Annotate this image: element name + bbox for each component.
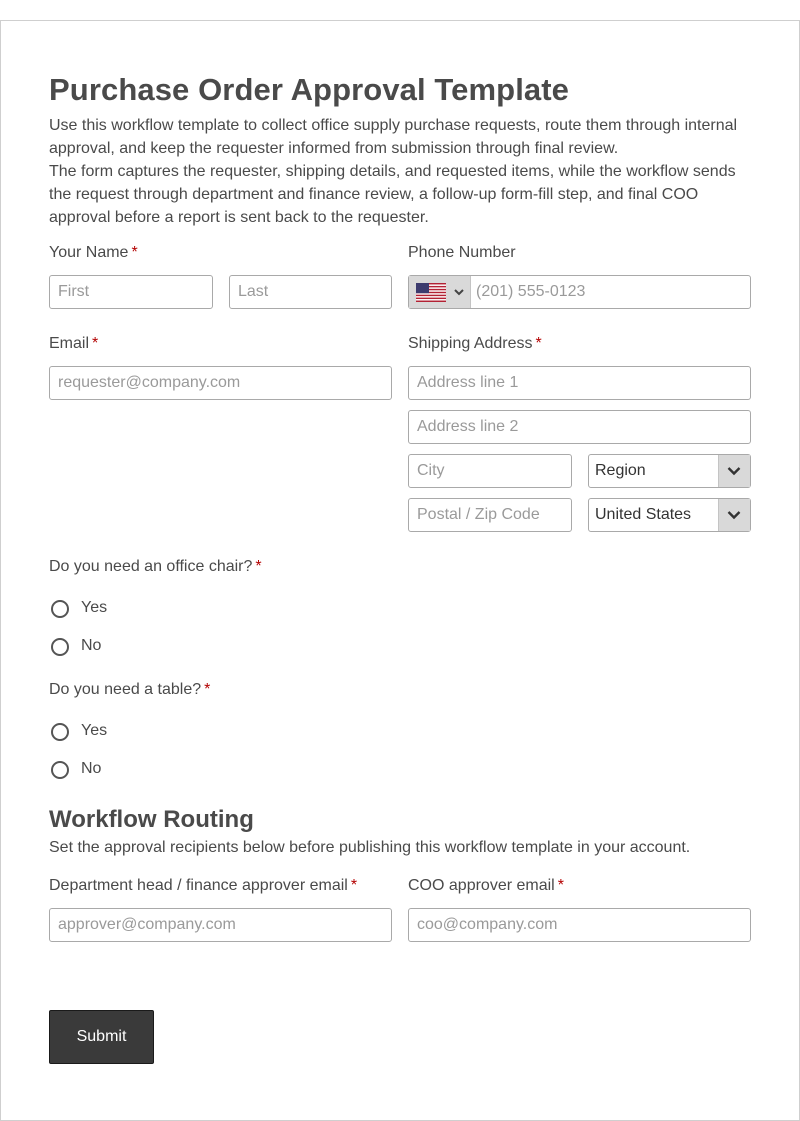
radio-button[interactable] xyxy=(51,600,69,618)
phone-label: Phone Number xyxy=(408,244,516,261)
email-input[interactable] xyxy=(49,366,392,400)
required-marker: * xyxy=(204,681,211,698)
region-select-value: Region xyxy=(595,462,646,479)
form-description xyxy=(49,114,751,229)
radio-label: No xyxy=(81,760,102,777)
required-marker: * xyxy=(131,244,138,261)
coo-approver-label-text: COO approver email xyxy=(408,877,555,894)
country-select-value: United States xyxy=(595,506,692,523)
dept-approver-email-input[interactable] xyxy=(49,908,392,942)
email-label xyxy=(49,335,98,353)
first-name-input[interactable] xyxy=(49,275,213,309)
required-marker: * xyxy=(535,335,542,352)
dept-approver-label-text: Department head / finance approver email xyxy=(49,877,348,894)
radio-button[interactable] xyxy=(51,723,69,741)
radio-label: Yes xyxy=(81,722,108,739)
required-marker: * xyxy=(92,335,99,352)
shipping-label-text: Shipping Address xyxy=(408,335,533,352)
region-select[interactable] xyxy=(588,454,751,488)
description-paragraph-1: Use this workflow template to collect office supply purchase requests, route them through internal approval, and keep the requester informed from submission through final review. xyxy=(49,117,738,157)
form-title: Purchase Order Approval Template xyxy=(49,72,570,107)
email-label-text: Email xyxy=(49,335,90,352)
phone-input[interactable] xyxy=(471,276,759,308)
workflow-routing-description: Set the approval recipients below before publishing this workflow template in your account. xyxy=(49,839,691,856)
workflow-routing-heading: Workflow Routing xyxy=(49,806,254,833)
office-chair-question-text: Do you need an office chair? xyxy=(49,558,253,575)
dept-approver-label xyxy=(49,877,357,895)
shipping-address-label xyxy=(408,335,542,353)
radio-label: Yes xyxy=(81,599,108,616)
country-dropdown-arrow xyxy=(718,499,750,531)
required-marker: * xyxy=(350,877,358,894)
chevron-down-icon xyxy=(727,465,741,477)
chevron-down-icon xyxy=(454,287,464,297)
address-line2-input[interactable] xyxy=(408,410,751,444)
chevron-down-icon xyxy=(727,509,741,521)
coo-approver-label xyxy=(408,877,564,895)
table-question-text: Do you need a table? xyxy=(49,681,202,698)
radio-label: No xyxy=(81,637,102,654)
required-marker: * xyxy=(557,877,564,894)
us-flag-icon xyxy=(416,283,446,302)
country-code-dropdown[interactable] xyxy=(409,276,471,308)
region-dropdown-arrow xyxy=(718,455,750,487)
name-label xyxy=(49,244,138,262)
country-select[interactable] xyxy=(588,498,751,532)
phone-field xyxy=(408,275,751,309)
description-paragraph-2: The form captures the requester, shipping details, and requested items, while the workflow sends the request through department and finance review, a follow-up form-fill step, and final COO approval before a report is sent back to the requester. xyxy=(49,163,736,226)
coo-approver-email-input[interactable] xyxy=(408,908,751,942)
name-label-text: Your Name xyxy=(49,244,129,261)
radio-button[interactable] xyxy=(51,638,69,656)
city-input[interactable] xyxy=(408,454,572,488)
submit-button[interactable]: Submit xyxy=(49,1010,154,1064)
table-question xyxy=(49,681,210,699)
last-name-input[interactable] xyxy=(229,275,392,309)
required-marker: * xyxy=(255,558,262,575)
postal-code-input[interactable] xyxy=(408,498,572,532)
address-line1-input[interactable] xyxy=(408,366,751,400)
radio-button[interactable] xyxy=(51,761,69,779)
office-chair-question xyxy=(49,558,262,576)
